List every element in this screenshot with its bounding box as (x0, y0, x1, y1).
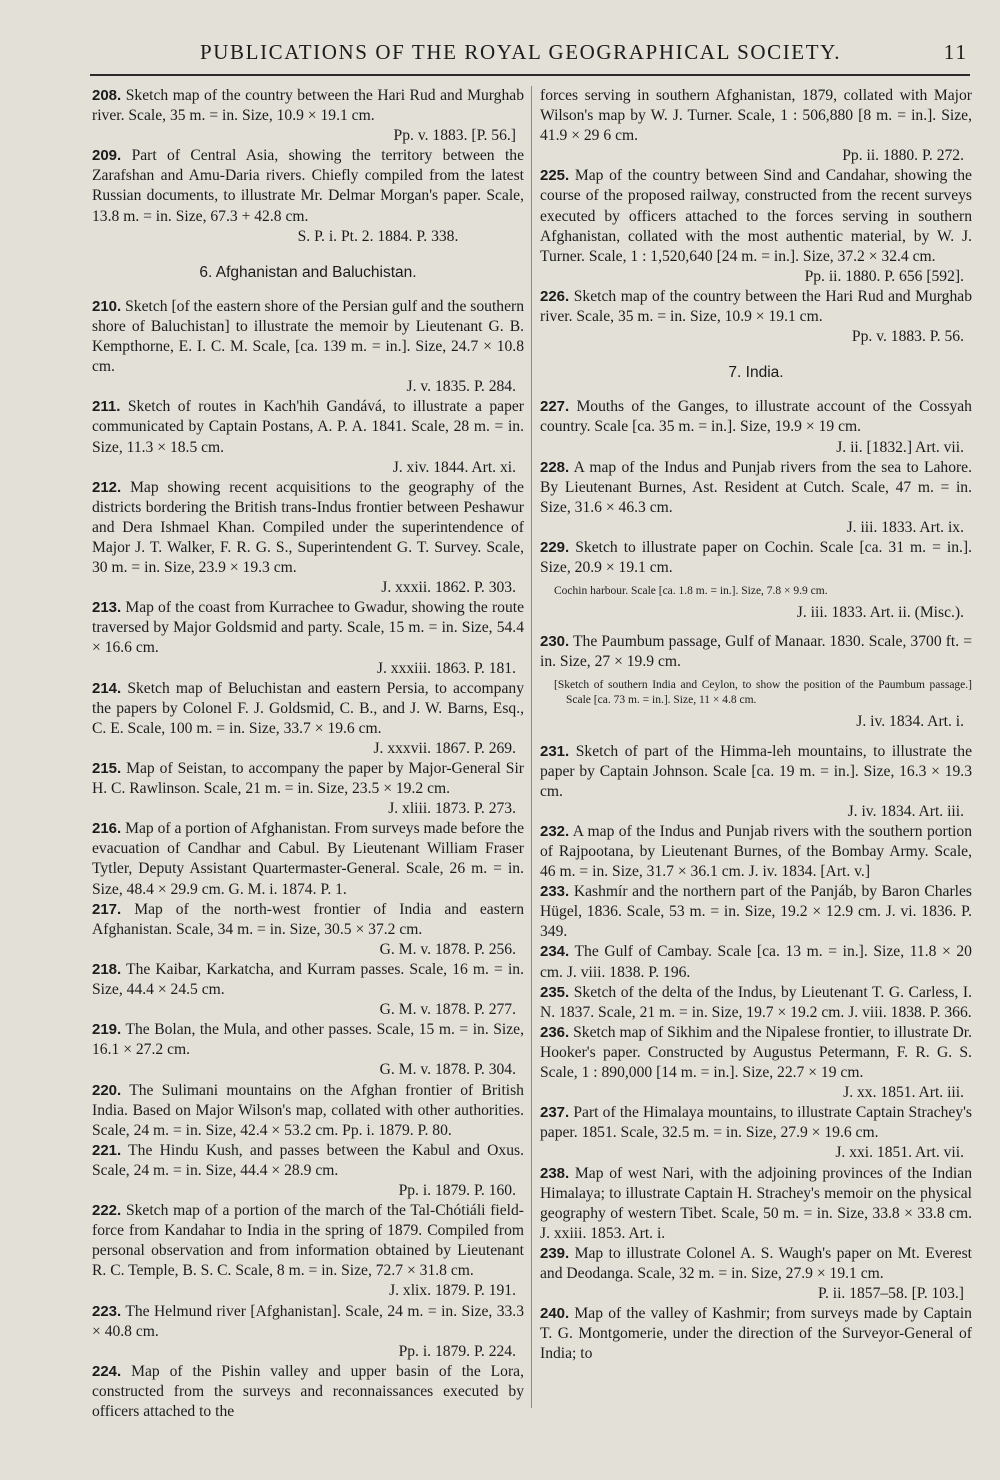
entry-213: 213. Map of the coast from Kurrachee to Gwadur, showing the route traversed by Major Goldsmid and party. Scale, 15 m. = in. Size, 54.4 × 16.6 cm. (92, 599, 524, 657)
entry-211-reference: J. xiv. 1844. Art. xi. (392, 458, 516, 476)
entry-213-reference: J. xxxiii. 1863. P. 181. (376, 659, 516, 677)
entry-221: 221. The Hindu Kush, and passes between the Kabul and Oxus. Scale, 24 m. = in. Size, 44.4 × 28.9 cm. (92, 1141, 524, 1179)
entry-228-reference: J. iii. 1833. Art. ix. (846, 518, 964, 536)
entry-212-reference: J. xxxii. 1862. P. 303. (381, 579, 516, 597)
entry-234: 234. The Gulf of Cambay. Scale [ca. 13 m. = in.]. Size, 11.8 × 20 cm. J. viii. 1838. P. 196. (540, 943, 972, 981)
entry-233: 233. Kashmír and the northern part of the Panjáb, by Baron Charles Hügel, 1836. Scale, 53 m. = in. Size, 19.2 × 12.9 cm. J. vi. 1836. P. 349. (540, 883, 972, 941)
spacer (540, 623, 972, 632)
entry-216: 216. Map of a portion of Afghanistan. From surveys made before the evacuation of Candhar and Cabul. By Lieutenant William Fraser Tytler, Deputy Assistant Quartermaster-General. Scale, 26 m. = in. Size, 48.4 × 29.9 cm. G. M. i. 1874. P. 1. (92, 820, 524, 898)
entry-214-reference: J. xxxvii. 1867. P. 269. (373, 739, 516, 757)
entry-230: 230. The Paumbum passage, Gulf of Manaar. 1830. Scale, 3700 ft. = in. Size, 27 × 19.9 cm. (540, 633, 972, 671)
entry-218-reference: G. M. v. 1878. P. 277. (379, 1001, 516, 1019)
entry-220: 220. The Sulimani mountains on the Afghan frontier of British India. Based on Major Wilson's map, collated with other authorities. Scale, 24 m. = in. Size, 42.4 × 53.2 cm. Pp. i. 1879. P. 80. (92, 1081, 524, 1139)
entry-237: 237. Part of the Himalaya mountains, to illustrate Captain Strachey's paper. 1851. Scale, 32.5 m. = in. Size, 27.9 × 19.6 cm. (540, 1104, 972, 1142)
entry-218: 218. The Kaibar, Karkatcha, and Kurram passes. Scale, 16 m. = in. Size, 44.4 × 24.5 cm. (92, 960, 524, 999)
entry-219: 219. The Bolan, the Mula, and other passes. Scale, 15 m. = in. Size, 16.1 × 27.2 cm. (92, 1021, 524, 1059)
entry-228: 228. A map of the Indus and Punjab rivers from the sea to Lahore. By Lieutenant Burnes, Ast. Resident at Cutch. Scale, 47 m. = in. Size, 31.6 × 46.3 cm. (540, 458, 973, 516)
entry-210: 210. Sketch [of the eastern shore of the Persian gulf and the southern shore of Baluchistan] to illustrate the memoir by Lieutenant G. B. Kempthorne, E. I. C. M. Scale, [ca. 139 m. = in.]. Size, 24.7 × 10.8 cm. (92, 297, 524, 376)
entry-240: 240. Map of the valley of Kashmir; from surveys made by Captain T. G. Montgomerie, under the direction of the Surveyor-General of India; to (540, 1305, 972, 1363)
page-header (90, 38, 970, 76)
entry-223: 223. The Helmund river [Afghanistan]. Scale, 24 m. = in. Size, 33.3 × 40.8 cm. (92, 1302, 524, 1340)
section-heading-afghanistan: 6. Afghanistan and Baluchistan. (199, 263, 417, 281)
page-number: 11 (943, 40, 968, 64)
entry-219-reference: G. M. v. 1878. P. 304. (379, 1061, 516, 1079)
entry-209: 209. Part of Central Asia, showing the territory between the Zarafshan and Amu-Daria rivers. Chiefly compiled from the latest Russian documents, to illustrate Mr. Delmar Morgan's paper. Scale, 13.8 m. = in. Size, 67.3 + 42.8 cm. (92, 147, 524, 225)
entry-215-reference: J. xliii. 1873. P. 273. (388, 800, 516, 818)
entry-227-reference: J. ii. [1832.] Art. vii. (836, 438, 964, 456)
entry-229: 229. Sketch to illustrate paper on Cochin. Scale [ca. 31 m. = in.]. Size, 20.9 × 19.1 cm. (540, 538, 973, 577)
entry-214: 214. Sketch map of Beluchistan and eastern Persia, to accompany the papers by Colonel F. J. Goldsmid, C. B., and J. W. Barns, Esq., C. E. Scale, 100 m. = in. Size, 33.7 × 19.6 cm. (92, 679, 524, 737)
entry-221-reference: Pp. i. 1879. P. 160. (398, 1181, 516, 1199)
entry-209-reference: S. P. i. Pt. 2. 1884. P. 338. (297, 227, 459, 245)
entry-223-reference: Pp. i. 1879. P. 224. (398, 1342, 516, 1360)
entry-231: 231. Sketch of part of the Himma-leh mountains, to illustrate the paper by Captain Johnson. Scale [ca. 19 m. = in.]. Size, 16.3 × 19.3 cm. (540, 742, 972, 800)
entry-238: 238. Map of west Nari, with the adjoining provinces of the Indian Himalaya; to illustrate Captain H. Strachey's memoir on the physical geography of western Tibet. Scale, 50 m. = in. Size, 33.8 × 33.8 cm. J. xxiii. 1853. Art. i. (540, 1164, 972, 1242)
entry-227: 227. Mouths of the Ganges, to illustrate account of the Cossyah country. Scale [ca. 35 m. = in.]. Size, 19.9 × 19 cm. (540, 398, 972, 436)
entry-226: 226. Sketch map of the country between the Hari Rud and Murghab river. Scale, 35 m. = in. Size, 10.9 × 19.1 cm. (540, 287, 972, 326)
entry-226-reference: Pp. v. 1883. P. 56. (851, 328, 964, 346)
entry-239-reference: P. ii. 1857–58. [P. 103.] (818, 1285, 964, 1303)
entry-222-reference: J. xlix. 1879. P. 191. (389, 1282, 516, 1300)
entry-215: 215. Map of Seistan, to accompany the paper by Major-General Sir H. C. Rawlinson. Scale, 21 m. = in. Size, 23.5 × 19.2 cm. (92, 760, 524, 798)
entry-210-reference: J. v. 1835. P. 284. (406, 378, 516, 396)
entry-224-reference: Pp. ii. 1880. P. 272. (842, 147, 964, 165)
entry-217-reference: G. M. v. 1878. P. 256. (379, 940, 516, 958)
entry-225-reference: Pp. ii. 1880. P. 656 [592]. (804, 267, 964, 285)
right-column (540, 86, 972, 1364)
entry-225: 225. Map of the country between Sind and Candahar, showing the course of the proposed railway, constructed from the recent surveys executed by officers attached to the forces serving in southern Afghanistan, collated with the most authentic material, by W. J. Turner. Scale, 1 : 1,520,640 [24 m. = in.]. Size, 37.2 × 32.4 cm. (540, 167, 972, 265)
entry-224-continued: forces serving in southern Afghanistan, 1879, collated with Major Wilson's map by W. J. Turner. Scale, 1 : 506,880 [8 m. = in.]. Size, 41.9 × 29 6 cm. (540, 87, 972, 145)
entry-222: 222. Sketch map of a portion of the march of the Tal-Chótiáli field-force from Kandahar to India in the spring of 1879. Compiled from personal observation and from information obtained by Lieutenant R. C. Temple, B. S. C. Scale, 8 m. = in. Size, 72.7 × 31.8 cm. (92, 1202, 524, 1280)
entry-212: 212. Map showing recent acquisitions to the geography of the districts bordering the British trans-Indus frontier between Peshawur and Dera Ishmael Khan. Compiled under the superintendence of Major J. T. Walker, F. R. G. S., Superintendent G. T. Survey. Scale, 30 m. = in. Size, 23.9 × 19.3 cm. (92, 478, 524, 577)
entry-230-subnote: [Sketch of southern India and Ceylon, to show the position of the Paumbum passage.] Scale [ca. 73 m. = in.]. Size, 11 × 4.8 cm. (554, 679, 972, 707)
left-column (92, 86, 524, 1422)
entry-229-reference: J. iii. 1833. Art. ii. (Misc.). (796, 604, 964, 622)
entry-236: 236. Sketch map of Sikhim and the Nipalese frontier, to illustrate Dr. Hooker's paper. Constructed by Augustus Petermann, F. R. G. S. Scale, 1 : 890,000 [14 m. = in.]. Size, 22.7 × 19 cm. (540, 1023, 972, 1082)
entry-231-reference: J. iv. 1834. Art. iii. (847, 802, 964, 820)
entry-239: 239. Map to illustrate Colonel A. S. Waugh's paper on Mt. Everest and Deodanga. Scale, 32 m. = in. Size, 27.9 × 19.1 cm. (540, 1244, 972, 1282)
entry-224: 224. Map of the Pishin valley and upper basin of the Lora, constructed from the surveys and reconnaissances executed by officers attached to the (92, 1362, 524, 1420)
entry-232: 232. A map of the Indus and Punjab rivers with the southern portion of Rajpootana, by Lieutenant Burnes, of the Bombay Army. Scale, 46 m. = in. Size, 31.7 × 36.1 cm. J. iv. 1834. [Art. v.] (540, 822, 972, 881)
spacer (540, 733, 972, 742)
entry-229-subnote: Cochin harbour. Scale [ca. 1.8 m. = in.]. Size, 7.8 × 9.9 cm. (554, 585, 828, 598)
entry-211: 211. Sketch of routes in Kach'hih Gandává, to illustrate a paper communicated by Captain Postans, A. P. A. 1841. Scale, 28 m. = in. Size, 11.3 × 18.5 cm. (92, 398, 524, 456)
entry-208: 208. Sketch map of the country between the Hari Rud and Murghab river. Scale, 35 m. = in. Size, 10.9 × 19.1 cm. (92, 87, 524, 125)
entry-236-reference: J. xx. 1851. Art. iii. (843, 1084, 964, 1102)
entry-237-reference: J. xxi. 1851. Art. vii. (835, 1144, 964, 1162)
section-heading-india: 7. India. (728, 364, 784, 382)
running-title: PUBLICATIONS OF THE ROYAL GEOGRAPHICAL SOCIETY. (200, 40, 842, 64)
column-divider (531, 86, 532, 1408)
entry-217: 217. Map of the north-west frontier of India and eastern Afghanistan. Scale, 34 m. = in. Size, 30.5 × 37.2 cm. (92, 900, 524, 938)
entry-230-reference: J. iv. 1834. Art. i. (856, 713, 964, 731)
entry-208-reference: Pp. v. 1883. [P. 56.] (393, 127, 516, 145)
entry-235: 235. Sketch of the delta of the Indus, by Lieutenant T. G. Carless, I. N. 1837. Scale, 21 m. = in. Size, 19.7 × 19.2 cm. J. viii. 1838. P. 366. (540, 983, 972, 1021)
